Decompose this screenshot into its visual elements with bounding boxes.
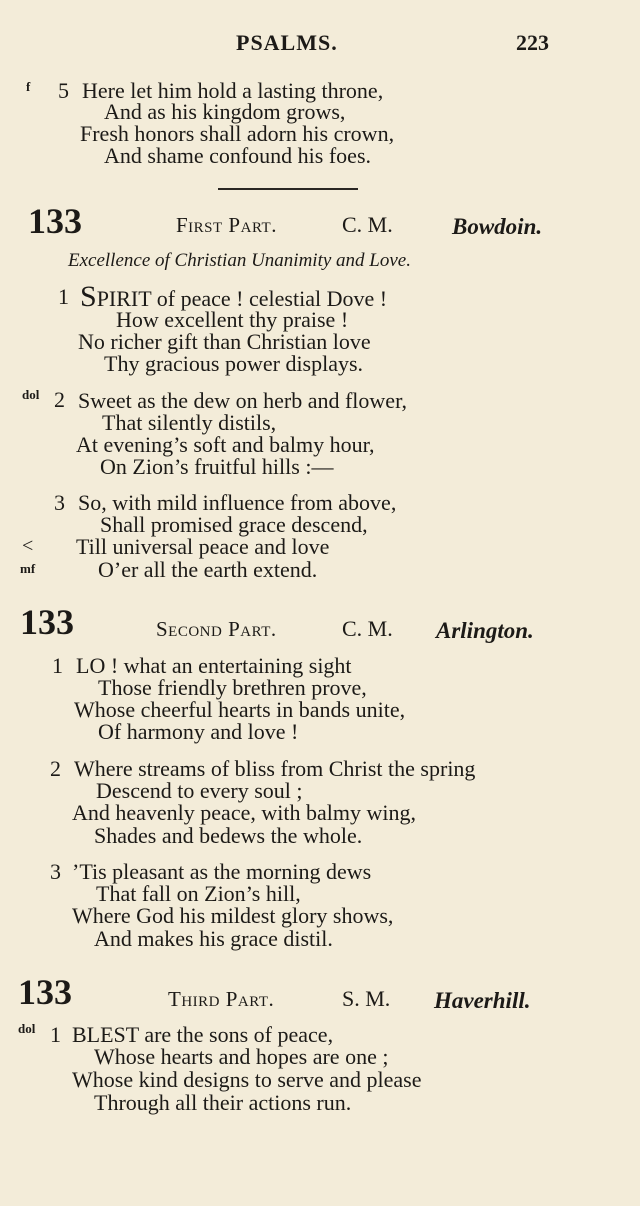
- verse-line: Fresh honors shall adorn his crown,: [80, 121, 395, 146]
- verse-line: How excellent thy praise !: [116, 307, 349, 332]
- hymn-number: 133: [18, 972, 72, 1012]
- hymn-meter: S. M.: [342, 986, 391, 1011]
- dynamic-mark: dol: [18, 1021, 36, 1036]
- tune-name: Arlington.: [436, 618, 534, 643]
- verse-number: 2: [50, 756, 61, 781]
- verse-line: Here let him hold a lasting throne,: [82, 78, 384, 103]
- tune-name: Haverhill.: [434, 988, 531, 1013]
- drop-capital: S: [80, 280, 97, 313]
- verse-line: Descend to every soul ;: [96, 778, 303, 803]
- crescendo-mark: <: [22, 535, 34, 557]
- running-head-title: PSALMS.: [236, 30, 338, 55]
- hymn-subtitle: Excellence of Christian Unanimity and Love.: [68, 250, 411, 271]
- verse-line: Those friendly brethren prove,: [98, 675, 367, 700]
- hymn-meter: C. M.: [342, 616, 393, 641]
- running-head: [0, 30, 640, 60]
- verse-line: Shades and bedews the whole.: [94, 823, 363, 848]
- verse-line: So, with mild influence from above,: [78, 490, 397, 515]
- verse-line: No richer gift than Christian love: [78, 329, 371, 354]
- dynamic-mark: mf: [20, 561, 36, 576]
- verse-number: 1: [52, 653, 63, 678]
- verse-line: Shall promised grace descend,: [100, 512, 368, 537]
- verse-line: Whose cheerful hearts in bands unite,: [74, 697, 406, 722]
- verse-line: That silently distils,: [102, 410, 277, 435]
- hymn-part: First Part.: [176, 213, 277, 237]
- verse-number: 3: [50, 859, 61, 884]
- verse-line: Thy gracious power displays.: [104, 351, 364, 376]
- verse-number: 1: [58, 284, 69, 309]
- verse-line: On Zion’s fruitful hills :—: [100, 454, 334, 479]
- verse-number: 5: [58, 78, 69, 103]
- verse-line: Through all their actions run.: [94, 1090, 352, 1115]
- verse-line: Of harmony and love !: [98, 719, 299, 744]
- verse-line: O’er all the earth extend.: [98, 557, 318, 582]
- hymn-number: 133: [28, 201, 82, 241]
- verse-line: And makes his grace distil.: [94, 926, 333, 951]
- hymn-meter: C. M.: [342, 212, 393, 237]
- verse-line: Where streams of bliss from Christ the spring: [74, 756, 476, 781]
- verse-number: 1: [50, 1022, 61, 1047]
- verse-line: Whose hearts and hopes are one ;: [94, 1044, 389, 1069]
- verse-line: And as his kingdom grows,: [104, 99, 346, 124]
- dynamic-mark: f: [26, 79, 31, 94]
- verse-number: 2: [54, 387, 65, 412]
- hymn-number: 133: [20, 602, 74, 642]
- verse-line: Till universal peace and love: [76, 534, 330, 559]
- dynamic-mark: dol: [22, 387, 40, 402]
- verse-line: Whose kind designs to serve and please: [72, 1067, 422, 1092]
- verse-line: Where God his mildest glory shows,: [72, 903, 394, 928]
- verse-line: ’Tis pleasant as the morning dews: [72, 859, 372, 884]
- verse-line: Sweet as the dew on herb and flower,: [78, 388, 408, 413]
- verse-line: BLEST are the sons of peace,: [72, 1022, 334, 1047]
- hymn-part: Third Part.: [168, 987, 275, 1011]
- verse-line: LO ! what an entertaining sight: [76, 653, 352, 678]
- verse-line: And heavenly peace, with balmy wing,: [72, 800, 416, 825]
- section-divider: [218, 188, 358, 190]
- verse-line: SPIRIT of peace ! celestial Dove !: [80, 280, 388, 313]
- verse-line: At evening’s soft and balmy hour,: [76, 432, 375, 457]
- page-number: 223: [516, 30, 549, 55]
- tune-name: Bowdoin.: [452, 214, 543, 239]
- verse-line: That fall on Zion’s hill,: [96, 881, 301, 906]
- verse-line: And shame confound his foes.: [104, 143, 372, 168]
- verse-number: 3: [54, 490, 65, 515]
- hymn-part: Second Part.: [156, 617, 277, 641]
